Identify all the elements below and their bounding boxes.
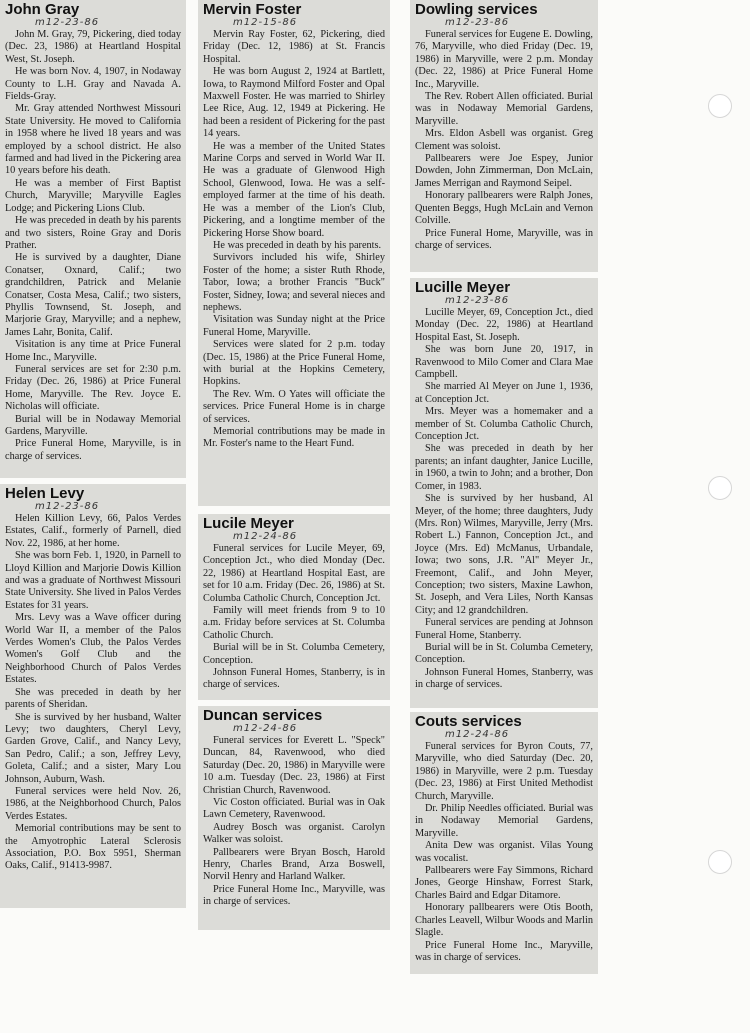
obituary-paragraph: He was born August 2, 1924 at Bartlett, Iowa, to Raymond Milford Foster and Opal Maxwell Foster. He was married to Shirley Lee Rice, Aug. 12, 1949 at Pickering. He had been a resident of Pickering for the past 14 years. <box>203 66 385 140</box>
obituary-body <box>5 29 181 463</box>
obituary-paragraph: The Rev. Robert Allen officiated. Burial was in Nodaway Memorial Gardens, Maryville. <box>415 91 593 127</box>
obituary-paragraph: Burial will be in Nodaway Memorial Gardens, Maryville. <box>5 413 181 437</box>
obituary-paragraph: Pallbearers were Bryan Bosch, Harold Henry, Charles Brand, Arza Boswell, Norvil Henry and Harland Walker. <box>203 846 385 883</box>
obituary-title: Dowling services <box>415 1 538 18</box>
obituary-title: Couts services <box>415 713 522 730</box>
obituary-paragraph: Funeral services for Eugene E. Dowling, 76, Maryville, who died Friday (Dec. 19, 1986) in Maryville, were 2 p.m. Monday (Dec. 22, 1986) at Price Funeral Home Inc., Maryville. <box>415 29 593 90</box>
binder-hole <box>708 94 732 118</box>
obituary-paragraph: Mrs. Levy was a Wave officer during World War II, a member of the Palos Verdes Women's Club, the Palos Verdes Women's Golf Club and the Neighborhood Church of Palos Verdes Estates. <box>5 612 181 686</box>
obituary-paragraph: Dr. Philip Needles officiated. Burial was in Nodaway Memorial Gardens, Maryville. <box>415 803 593 839</box>
obituary-title: Lucile Meyer <box>203 515 294 532</box>
obituary-paragraph: Price Funeral Home, Maryville, is in charge of services. <box>5 438 181 462</box>
obituary-lucille-meyer <box>410 278 598 708</box>
obituary-lucile-meyer <box>198 514 390 700</box>
obituary-paragraph: Survivors included his wife, Shirley Foster of the home; a sister Ruth Rhode, Tabor, Iowa; a brother Francis "Buck" Foster, Sidney, Iowa; and several nieces and nephews. <box>203 252 385 313</box>
obituary-title: Duncan services <box>203 707 323 724</box>
obituary-paragraph: The Rev. Wm. O Yates will officiate the services. Price Funeral Home is in charge of services. <box>203 388 385 425</box>
obituary-paragraph: Johnson Funeral Homes, Stanberry, is in charge of services. <box>203 667 385 691</box>
obituary-paragraph: Honorary pallbearers were Ralph Jones, Quenten Beggs, Hugh McLain and Vernon Colville. <box>415 190 593 227</box>
obituary-paragraph: She is survived by her husband, Al Meyer, of the home; three daughters, Judy (Mrs. Ron) Wilmes, Maryville, Jerry (Mrs. Robert L.) Fannon, Conception Jct., and Joyce (Mrs. Ed) McManus, Urbandale, Iowa; two sons, J.R. "Al" Meyer Jr., Freemont, Calif., and John Meyer, Conception; two sisters, Maxine Lawhon, St. Joseph, and Vera Liles, North Kansas City; and 12 grandchildren. <box>415 493 593 616</box>
obituary-paragraph: Price Funeral Home Inc., Maryville, was in charge of services. <box>203 883 385 908</box>
handwritten-date-note: m12-23-86 <box>35 501 100 512</box>
handwritten-date-note: m12-23-86 <box>445 17 510 28</box>
obituary-dowling-services <box>410 0 598 272</box>
obituary-paragraph: Vic Coston officiated. Burial was in Oak Lawn Cemetery, Ravenwood. <box>203 797 385 821</box>
obituary-body <box>203 735 385 909</box>
obituary-paragraph: Mrs. Eldon Asbell was organist. Greg Clement was soloist. <box>415 128 593 152</box>
handwritten-date-note: m12-24-86 <box>445 729 510 740</box>
obituary-paragraph: She married Al Meyer on June 1, 1936, at Conception Jct. <box>415 381 593 405</box>
binder-hole <box>708 476 732 500</box>
obituary-helen-levy <box>0 484 186 908</box>
handwritten-date-note: m12-23-86 <box>445 295 510 306</box>
obituary-paragraph: Funeral services were held Nov. 26, 1986, at the Neighborhood Church, Palos Verdes Estates. <box>5 785 181 822</box>
obituary-body <box>203 29 385 451</box>
obituary-paragraph: Mervin Ray Foster, 62, Pickering, died Friday (Dec. 12, 1986) at St. Francis Hospital. <box>203 29 385 65</box>
obituary-couts-services <box>410 712 598 974</box>
obituary-paragraph: Mrs. Meyer was a homemaker and a member of St. Columba Catholic Church, Conception Jct. <box>415 406 593 443</box>
obituary-body <box>415 307 593 692</box>
obituary-paragraph: He was preceded in death by his parents and two sisters, Roine Gray and Doris Prather. <box>5 215 181 251</box>
obituary-paragraph: Price Funeral Home, Maryville, was in charge of services. <box>415 227 593 251</box>
obituary-paragraph: Price Funeral Home Inc., Maryville, was in charge of services. <box>415 939 593 963</box>
obituary-paragraph: Johnson Funeral Homes, Stanberry, was in charge of services. <box>415 666 593 691</box>
obituary-paragraph: Visitation was Sunday night at the Price Funeral Home, Maryville. <box>203 314 385 338</box>
obituary-title: Mervin Foster <box>203 1 302 18</box>
obituary-paragraph: He is survived by a daughter, Diane Conatser, Oxnard, Calif.; two grandchildren, Patrick and Melanie Conatser, Costa Mesa, Calif.; two sisters, Phyllis Townsend, St. Joseph, and Marjorie Gray, Maryville; and a nephew, James Lahr, Bonita, Calif. <box>5 252 181 338</box>
obituary-paragraph: Memorial contributions may be made in Mr. Foster's name to the Heart Fund. <box>203 426 385 450</box>
obituary-body <box>5 513 181 873</box>
handwritten-date-note: m12-15-86 <box>233 17 298 28</box>
handwritten-date-note: m12-23-86 <box>35 17 100 28</box>
obituary-paragraph: He was born Nov. 4, 1907, in Nodaway County to L.H. Gray and Navada A. Fields-Gray. <box>5 66 181 103</box>
obituary-paragraph: Funeral services for Lucile Meyer, 69, Conception Jct., who died Monday (Dec. 22, 1986) at Heartland Hospital East, are set for 10 a.m. Friday (Dec. 26, 1986) at St. Columba Catholic Church, Conception Jct. <box>203 543 385 604</box>
obituary-paragraph: Audrey Bosch was organist. Carolyn Walker was soloist. <box>203 821 385 846</box>
obituary-paragraph: She was preceded in death by her parents of Sheridan. <box>5 686 181 711</box>
obituary-paragraph: Visitation is any time at Price Funeral Home Inc., Maryville. <box>5 339 181 363</box>
obituary-title: John Gray <box>5 1 80 18</box>
obituary-paragraph: Pallbearers were Joe Espey, Junior Dowden, John Zimmerman, Don McLain, James Merrigan and Raymond Seipel. <box>415 153 593 189</box>
obituary-paragraph: Burial will be in St. Columba Cemetery, Conception. <box>203 642 385 666</box>
binder-hole <box>708 850 732 874</box>
obituary-paragraph: Funeral services for Byron Couts, 77, Maryville, who died Saturday (Dec. 20, 1986) in Maryville, were 2 p.m. Tuesday (Dec. 23, 1986) at First United Methodist Church, Maryville. <box>415 741 593 802</box>
obituary-paragraph: Lucille Meyer, 69, Conception Jct., died Monday (Dec. 22, 1986) at Heartland Hospital East, St. Joseph. <box>415 307 593 343</box>
obituary-title: Lucille Meyer <box>415 279 511 296</box>
obituary-paragraph: Helen Killion Levy, 66, Palos Verdes Estates, Calif., formerly of Parnell, died Nov. 22, 1986, at her home. <box>5 513 181 549</box>
obituary-mervin-foster <box>198 0 390 506</box>
obituary-body <box>415 741 593 964</box>
obituary-paragraph: Funeral services are set for 2:30 p.m. Friday (Dec. 26, 1986) at Price Funeral Home, Maryville. The Rev. Joyce E. Nicholas will officiate. <box>5 363 181 413</box>
obituary-paragraph: Anita Dew was organist. Vilas Young was vocalist. <box>415 840 593 864</box>
obituary-title: Helen Levy <box>5 485 85 502</box>
obituary-paragraph: She was born Feb. 1, 1920, in Parnell to Lloyd Killion and Marjorie Dowis Killion and was a graduate of Northwest Missouri State University. She lived in Palos Verdes Estates for 31 years. <box>5 550 181 611</box>
obituary-body <box>415 29 593 252</box>
obituary-paragraph: He was a member of First Baptist Church, Maryville; Maryville Eagles Lodge; and Pickering Lions Club. <box>5 177 181 214</box>
obituary-paragraph: Honorary pallbearers were Otis Booth, Charles Leavell, Wilbur Woods and Marlin Slagle. <box>415 902 593 939</box>
obituary-paragraph: She was preceded in death by her parents; an infant daughter, Janice Lucille, in 1960, a twin to John; and a brother, Don Comer, in 1983. <box>415 443 593 492</box>
obituary-paragraph: Pallbearers were Fay Simmons, Richard Jones, George Hinshaw, Forrest Stark, Charles Baird and Edgar Ditamore. <box>415 865 593 901</box>
obituary-paragraph: Services were slated for 2 p.m. today (Dec. 15, 1986) at the Price Funeral Home, with burial at the Hopkins Cemetery, Hopkins. <box>203 339 385 388</box>
obituary-body <box>203 543 385 692</box>
obituary-john-gray <box>0 0 186 478</box>
obituary-paragraph: John M. Gray, 79, Pickering, died today (Dec. 23, 1986) at Heartland Hospital West, St. Joseph. <box>5 29 181 65</box>
obituary-paragraph: Mr. Gray attended Northwest Missouri State University. He moved to California in 1958 where he lived 18 years and was employed by a school district. He also farmed and had lived in the Pickering area 10 years before his death. <box>5 103 181 177</box>
handwritten-date-note: m12-24-86 <box>233 531 298 542</box>
obituary-paragraph: Burial will be in St. Columba Cemetery, Conception. <box>415 641 593 666</box>
handwritten-date-note: m12-24-86 <box>233 723 298 734</box>
obituary-paragraph: He was a member of the United States Marine Corps and served in World War II. He was a graduate of Glenwood High School, Glenwood, Iowa. He was a self-employed farmer at the time of his death. He was a member of the Lion's Club, Pickering, and a longtime member of the Pickering Horse Show board. <box>203 140 385 239</box>
obituary-paragraph: Family will meet friends from 9 to 10 a.m. Friday before services at St. Columba Catholic Church. <box>203 605 385 641</box>
obituary-paragraph: Funeral services are pending at Johnson Funeral Home, Stanberry. <box>415 617 593 641</box>
obituary-paragraph: Memorial contributions may be sent to the Amyotrophic Lateral Sclerosis Association, P.O. Box 5951, Sherman Oaks, Calif., 91413-9987. <box>5 823 181 872</box>
obituary-paragraph: She is survived by her husband, Walter Levy; two daughters, Cheryl Levy, Garden Grove, Calif., and Nancy Levy, San Pedro, Calif.; a son, Jeffrey Levy, Goleta, Calif.; and a sister, Mary Lou Johnson, Auburn, Wash. <box>5 711 181 785</box>
obituary-paragraph: He was preceded in death by his parents. <box>213 239 382 251</box>
obituary-duncan-services <box>198 706 390 930</box>
obituary-paragraph: Funeral services for Everett L. "Speck" Duncan, 84, Ravenwood, who died Saturday (Dec. 20, 1986) in Maryville were 10 a.m. Tuesday (Dec. 23, 1986) at First Christian Church, Ravenwood. <box>203 735 385 796</box>
obituary-paragraph: She was born June 20, 1917, in Ravenwood to Milo Comer and Clara Mae Campbell. <box>415 344 593 381</box>
